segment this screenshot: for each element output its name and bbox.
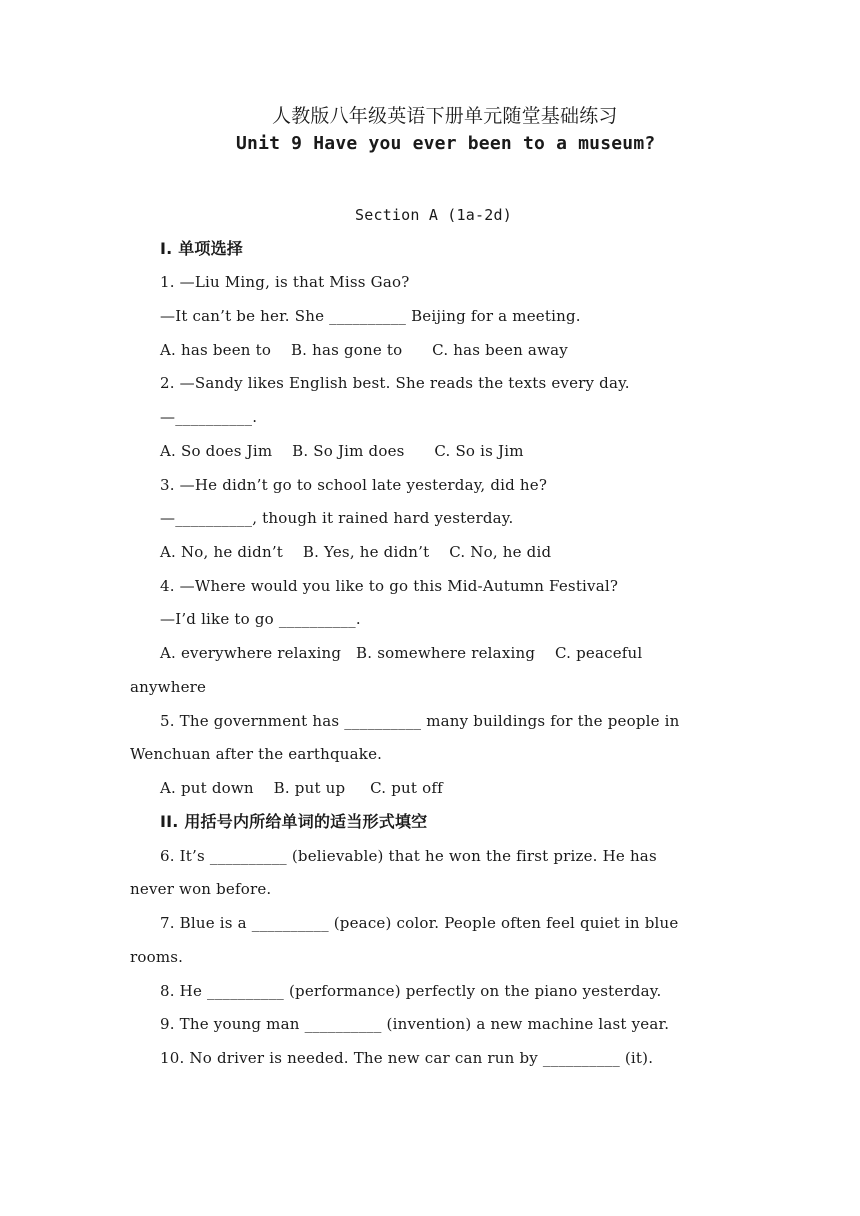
question-4-options-cont: anywhere — [130, 678, 207, 696]
document-title-english: Unit 9 Have you ever been to a museum? — [236, 133, 656, 154]
question-3: 3. —He didn’t go to school late yesterday, did he? — [160, 476, 548, 494]
question-3-options: A. No, he didn’t B. Yes, he didn’t C. No, he did — [160, 543, 552, 561]
question-2-options: A. So does Jim B. So Jim does C. So is Jim — [160, 442, 524, 460]
question-1-answer: —It can’t be her. She __________ Beijing for a meeting. — [160, 307, 581, 325]
question-4-answer: —I’d like to go __________. — [160, 610, 361, 628]
question-1: 1. —Liu Ming, is that Miss Gao? — [160, 273, 410, 291]
question-4-options: A. everywhere relaxing B. somewhere relaxing C. peaceful — [160, 644, 643, 662]
question-6: 6. It’s __________ (believable) that he won the first prize. He has — [160, 847, 657, 865]
question-3-answer: —__________, though it rained hard yesterday. — [160, 509, 514, 527]
question-2-answer: —__________. — [160, 408, 258, 426]
question-5: 5. The government has __________ many buildings for the people in — [160, 712, 680, 730]
question-8: 8. He __________ (performance) perfectly on the piano yesterday. — [160, 982, 662, 1000]
question-7-cont: rooms. — [130, 948, 184, 966]
question-9: 9. The young man __________ (invention) a new machine last year. — [160, 1015, 670, 1033]
question-10: 10. No driver is needed. The new car can run by __________ (it). — [160, 1049, 654, 1067]
document-title-chinese: 人教版八年级英语下册单元随堂基础练习 — [272, 105, 618, 127]
question-7: 7. Blue is a __________ (peace) color. People often feel quiet in blue — [160, 914, 679, 932]
part1-heading: I. 单项选择 — [160, 239, 244, 258]
question-5-options: A. put down B. put up C. put off — [160, 779, 443, 797]
question-6-cont: never won before. — [130, 880, 272, 898]
question-4: 4. —Where would you like to go this Mid-Autumn Festival? — [160, 577, 619, 595]
question-2: 2. —Sandy likes English best. She reads the texts every day. — [160, 374, 630, 392]
part2-heading: II. 用括号内所给单词的适当形式填空 — [160, 812, 428, 831]
question-1-options: A. has been to B. has gone to C. has been away — [160, 341, 568, 359]
section-label: Section A (1a-2d) — [355, 206, 512, 224]
question-5-cont: Wenchuan after the earthquake. — [130, 745, 383, 763]
